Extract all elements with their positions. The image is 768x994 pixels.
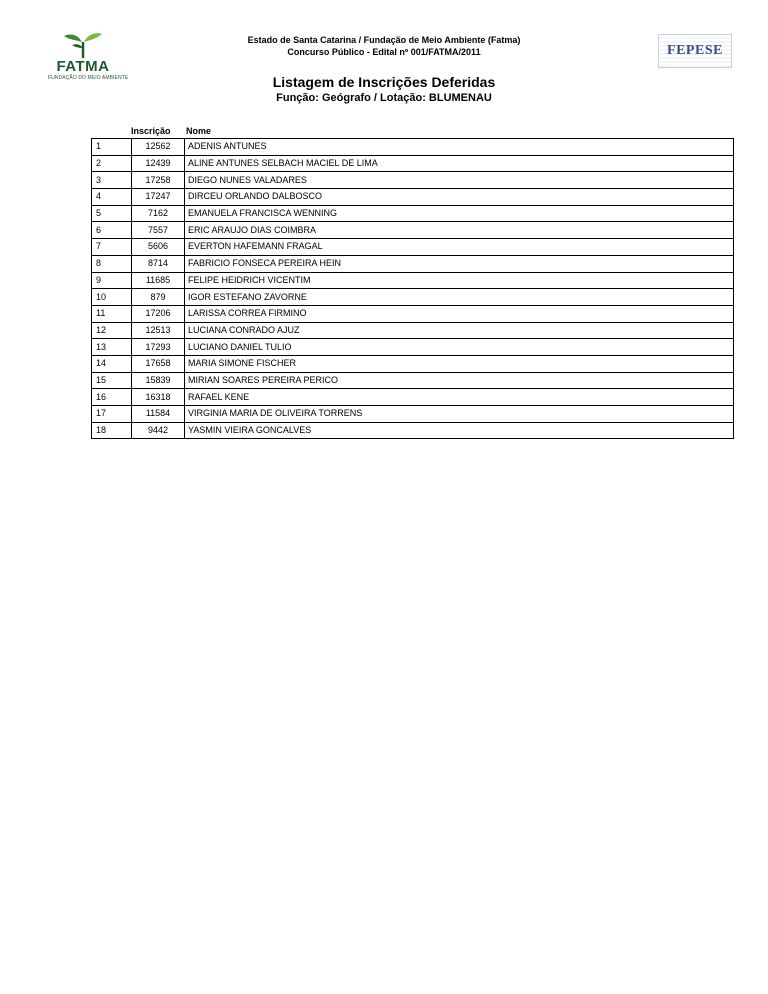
row-number-cell: 15 [92, 372, 132, 389]
inscricao-cell: 17206 [132, 305, 185, 322]
row-number-cell: 16 [92, 389, 132, 406]
nome-cell: ALINE ANTUNES SELBACH MACIEL DE LIMA [185, 155, 734, 172]
org-line: Estado de Santa Catarina / Fundação de Meio Ambiente (Fatma) [247, 35, 521, 45]
inscricao-cell: 879 [132, 289, 185, 306]
inscricao-cell: 12513 [132, 322, 185, 339]
page-title: Listagem de Inscrições Deferidas [272, 74, 496, 90]
table-row [92, 222, 734, 239]
table-row [92, 272, 734, 289]
table-row [92, 155, 734, 172]
row-number-cell: 1 [92, 139, 132, 156]
table-row [92, 339, 734, 356]
table-row [92, 322, 734, 339]
table-row [92, 355, 734, 372]
table-row [92, 239, 734, 256]
nome-cell: DIRCEU ORLANDO DALBOSCO [185, 189, 734, 206]
inscricao-cell: 11584 [132, 406, 185, 423]
inscricao-cell: 9442 [132, 422, 185, 439]
nome-cell: MIRIAN SOARES PEREIRA PERICO [185, 372, 734, 389]
inscricao-cell: 11685 [132, 272, 185, 289]
column-header-nome: Nome [186, 126, 212, 136]
fatma-logo-word: FATMA [56, 58, 110, 75]
table-row [92, 205, 734, 222]
nome-cell: MARIA SIMONE FISCHER [185, 355, 734, 372]
row-number-cell: 6 [92, 222, 132, 239]
inscricao-cell: 8714 [132, 255, 185, 272]
column-header-inscricao: Inscrição [131, 126, 171, 136]
inscricao-cell: 17258 [132, 172, 185, 189]
row-number-cell: 9 [92, 272, 132, 289]
table-row [92, 305, 734, 322]
row-number-cell: 8 [92, 255, 132, 272]
inscricao-cell: 16318 [132, 389, 185, 406]
table-row [92, 406, 734, 423]
registrations-table [91, 138, 734, 439]
table-row [92, 422, 734, 439]
table-row [92, 372, 734, 389]
row-number-cell: 4 [92, 189, 132, 206]
inscricao-cell: 17658 [132, 355, 185, 372]
table-row [92, 172, 734, 189]
row-number-cell: 17 [92, 406, 132, 423]
nome-cell: EMANUELA FRANCISCA WENNING [185, 205, 734, 222]
row-number-cell: 3 [92, 172, 132, 189]
nome-cell: FABRICIO FONSECA PEREIRA HEIN [185, 255, 734, 272]
inscricao-cell: 12562 [132, 139, 185, 156]
row-number-cell: 7 [92, 239, 132, 256]
inscricao-cell: 12439 [132, 155, 185, 172]
nome-cell: IGOR ESTEFANO ZAVORNE [185, 289, 734, 306]
inscricao-cell: 17247 [132, 189, 185, 206]
nome-cell: LARISSA CORREA FIRMINO [185, 305, 734, 322]
row-number-cell: 14 [92, 355, 132, 372]
row-number-cell: 5 [92, 205, 132, 222]
table-row [92, 189, 734, 206]
nome-cell: LUCIANA CONRADO AJUZ [185, 322, 734, 339]
nome-cell: EVERTON HAFEMANN FRAGAL [185, 239, 734, 256]
nome-cell: RAFAEL KENE [185, 389, 734, 406]
inscricao-cell: 17293 [132, 339, 185, 356]
inscricao-cell: 7557 [132, 222, 185, 239]
inscricao-cell: 5606 [132, 239, 185, 256]
table-row [92, 389, 734, 406]
table-row [92, 289, 734, 306]
contest-line: Concurso Público - Edital nº 001/FATMA/2011 [287, 47, 481, 57]
fatma-logo-tagline: FUNDAÇÃO DO MEIO AMBIENTE [48, 75, 129, 81]
row-number-cell: 2 [92, 155, 132, 172]
nome-cell: LUCIANO DANIEL TULIO [185, 339, 734, 356]
inscricao-cell: 15839 [132, 372, 185, 389]
row-number-cell: 13 [92, 339, 132, 356]
nome-cell: ADENIS ANTUNES [185, 139, 734, 156]
inscricao-cell: 7162 [132, 205, 185, 222]
nome-cell: VIRGINIA MARIA DE OLIVEIRA TORRENS [185, 406, 734, 423]
nome-cell: DIEGO NUNES VALADARES [185, 172, 734, 189]
fepese-logo-text: FEPESE [667, 43, 723, 58]
row-number-cell: 11 [92, 305, 132, 322]
nome-cell: FELIPE HEIDRICH VICENTIM [185, 272, 734, 289]
nome-cell: ERIC ARAUJO DIAS COIMBRA [185, 222, 734, 239]
row-number-cell: 10 [92, 289, 132, 306]
table-row [92, 139, 734, 156]
page-subtitle: Função: Geógrafo / Lotação: BLUMENAU [276, 92, 492, 104]
table-row [92, 255, 734, 272]
row-number-cell: 12 [92, 322, 132, 339]
row-number-cell: 18 [92, 422, 132, 439]
nome-cell: YASMIN VIEIRA GONCALVES [185, 422, 734, 439]
